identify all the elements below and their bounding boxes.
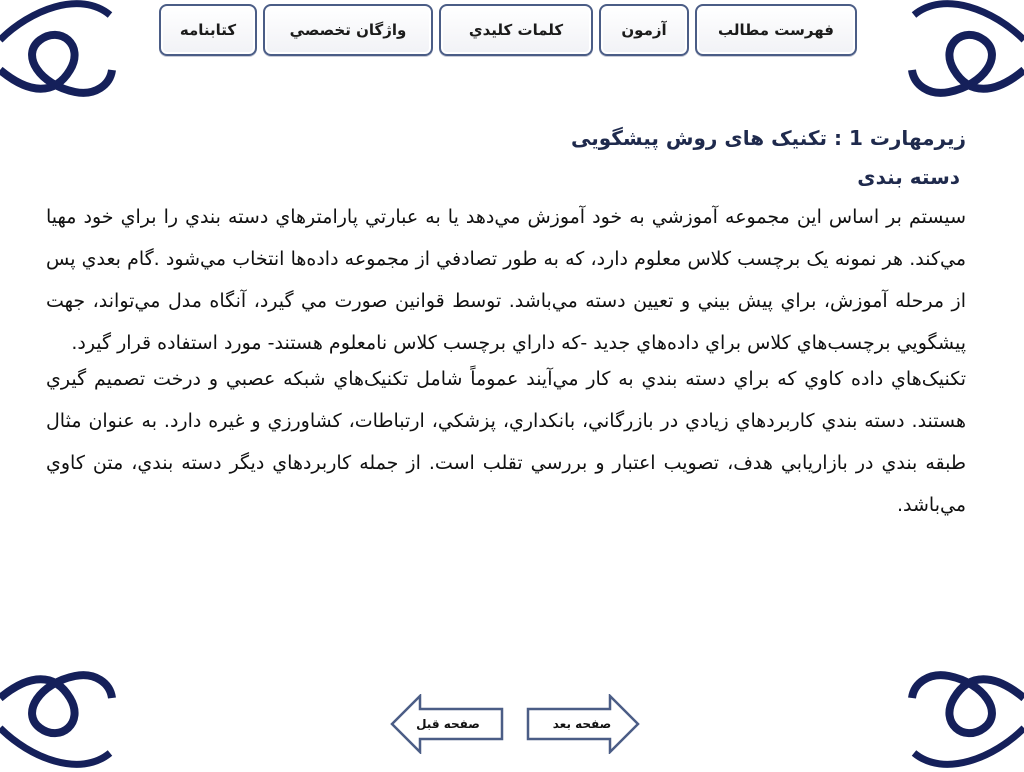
corner-ornament-top-left (0, 0, 130, 110)
corner-ornament-bottom-right (894, 658, 1024, 768)
prev-page-label: صفحه قبل (416, 717, 480, 731)
next-page-button[interactable] (524, 694, 640, 754)
section-title: دسته بندی (857, 165, 960, 189)
nav-bibliography-button[interactable]: کتابنامه (159, 4, 257, 56)
main-content (46, 118, 966, 526)
nav-quiz-button[interactable]: آزمون (599, 4, 689, 56)
page-title: زیرمهارت 1 : تکنیک های روش پیشگویی (570, 126, 966, 150)
nav-glossary-button[interactable]: واژگان تخصصي (263, 4, 433, 56)
paragraph-1: سيستم بر اساس اين مجموعه آموزشي به خود آموزش مي‌دهد يا به عبارتي پارامترهاي دسته بندي را براي خود مهيا مي‌كند. هر نمونه يک برچسب كلاس معلوم دارد، كه به طور تصادفي از مجموعه داده‌ها انتخاب مي‌شود .گام بعدي پس از مرحله آموزش، براي پيش بيني و تعيين دسته مي‌باشد. توسط قوانين صورت مي گيرد، آنگاه مدل مي‌تواند، جهت پيشگويي برچسب‌هاي كلاس براي داده‌هاي جديد -كه داراي برچسب كلاس نامعلوم هستند- مورد استفاده قرار گيرد. (46, 206, 966, 354)
next-page-label: صفحه بعد (552, 717, 612, 731)
corner-ornament-top-right (894, 0, 1024, 110)
nav-toc-button[interactable]: فهرست مطالب (695, 4, 857, 56)
top-nav (157, 4, 857, 60)
prev-page-button[interactable] (390, 694, 506, 754)
corner-ornament-bottom-left (0, 658, 130, 768)
nav-keywords-button[interactable]: كلمات كليدي (439, 4, 593, 56)
pager (390, 694, 640, 754)
paragraph-2: تکنيک‌هاي داده كاوي كه براي دسته بندي به كار مي‌آيند عموماً شامل تكنيک‌هاي شبكه عصبي و درخت تصميم گيري هستند. دسته بندي كاربردهاي زيادي در بازرگاني، بانكداري، پزشكي، ارتباطات، كشاورزي و غيره دارد. به عنوان مثال طبقه بندي در بازاريابي هدف، تصويب اعتبار و بررسي تقلب است. از جمله كاربردهاي ديگر دسته بندي، متن كاوي مي‌باشد. (46, 368, 966, 516)
